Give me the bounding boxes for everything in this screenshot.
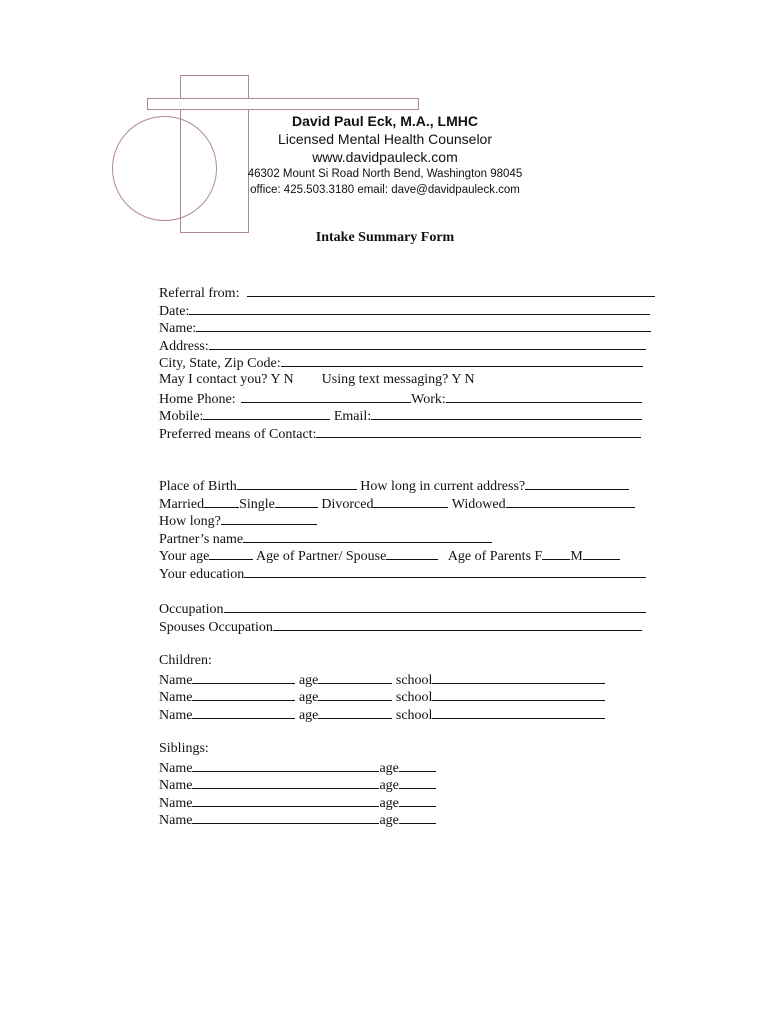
sibling-age-field[interactable]	[399, 775, 436, 789]
married-field[interactable]	[204, 494, 239, 508]
place-of-birth-field[interactable]	[237, 476, 357, 490]
logo-bar	[147, 98, 419, 110]
your-education-label: Your education	[159, 566, 245, 582]
child-age-field[interactable]	[318, 670, 392, 684]
child-row	[159, 687, 605, 705]
sibling-row	[159, 810, 436, 828]
age-partner-label: Age of Partner/ Spouse	[256, 549, 387, 565]
referral-label: Referral from:	[159, 286, 240, 301]
partner-row	[159, 529, 646, 547]
age-parents-label: Age of Parents F	[447, 549, 543, 565]
may-contact-label[interactable]: May I contact you? Y N	[159, 371, 294, 387]
widowed-label: Widowed	[451, 496, 506, 512]
how-long-address-field[interactable]	[525, 476, 629, 490]
form-title: Intake Summary Form	[315, 230, 455, 245]
spouses-occupation-row	[159, 617, 646, 635]
divorced-field[interactable]	[373, 494, 448, 508]
your-education-field[interactable]	[244, 564, 646, 578]
birth-row	[159, 476, 646, 494]
spouses-occupation-field[interactable]	[273, 617, 642, 631]
sibling-name-label: Name	[159, 760, 193, 776]
date-row	[159, 301, 655, 319]
occupation-field[interactable]	[224, 599, 646, 613]
ages-row	[159, 546, 646, 564]
sibling-row	[159, 793, 436, 811]
city-state-zip-field[interactable]	[281, 353, 643, 367]
single-label: Single	[239, 496, 275, 512]
child-school-label: school	[395, 690, 433, 706]
child-school-label: school	[395, 672, 433, 688]
counselor-title: Licensed Mental Health Counselor	[277, 131, 492, 147]
siblings-section	[159, 740, 436, 828]
name-label: Name:	[159, 321, 197, 337]
text-messaging-label[interactable]: Using text messaging? Y N	[321, 371, 475, 387]
occupation-label: Occupation	[159, 602, 224, 617]
child-age-label: age	[298, 707, 319, 723]
sibling-age-field[interactable]	[399, 758, 436, 772]
age-father-field[interactable]	[542, 546, 570, 560]
partners-name-label: Partner’s name	[159, 531, 244, 547]
children-section	[159, 652, 605, 722]
sibling-name-field[interactable]	[192, 810, 379, 824]
counselor-name: David Paul Eck, M.A., LMHC	[292, 113, 478, 129]
city-row	[159, 353, 655, 371]
child-age-label: age	[298, 690, 319, 706]
child-name-field[interactable]	[192, 687, 295, 701]
sibling-age-field[interactable]	[399, 810, 436, 824]
home-phone-label: Home Phone:	[159, 391, 236, 407]
child-age-field[interactable]	[318, 705, 392, 719]
sibling-row	[159, 775, 436, 793]
preferred-contact-label: Preferred means of Contact:	[159, 426, 317, 442]
sibling-name-field[interactable]	[192, 758, 379, 772]
marital-row	[159, 494, 646, 512]
partners-name-field[interactable]	[243, 529, 492, 543]
personal-section	[159, 476, 646, 582]
work-label: Work:	[411, 391, 446, 407]
your-age-label: Your age	[159, 549, 210, 565]
contact-permission-row	[159, 371, 655, 389]
how-long-address-label: How long in current address?	[360, 479, 526, 494]
married-label: Married	[159, 496, 205, 512]
widowed-field[interactable]	[506, 494, 635, 508]
date-label: Date:	[159, 303, 190, 319]
city-state-zip-label: City, State, Zip Code:	[159, 356, 281, 372]
email-field[interactable]	[371, 406, 642, 420]
how-long-row	[159, 511, 646, 529]
child-row	[159, 705, 605, 723]
address-row	[159, 336, 655, 354]
preferred-contact-row	[159, 424, 655, 442]
letterhead	[180, 112, 590, 198]
child-row	[159, 670, 605, 688]
occupation-row	[159, 599, 646, 617]
siblings-heading: Siblings:	[159, 741, 209, 756]
age-partner-field[interactable]	[386, 546, 438, 560]
education-row	[159, 564, 646, 582]
name-field[interactable]	[196, 318, 651, 332]
child-school-field[interactable]	[432, 687, 605, 701]
sibling-name-field[interactable]	[192, 775, 379, 789]
spouses-occupation-label: Spouses Occupation	[159, 619, 273, 635]
office-address: 46302 Mount Si Road North Bend, Washington 98045	[247, 168, 523, 180]
mobile-label: Mobile:	[159, 409, 204, 425]
how-long-field[interactable]	[221, 511, 317, 525]
single-field[interactable]	[275, 494, 318, 508]
address-field[interactable]	[209, 336, 646, 350]
child-name-field[interactable]	[192, 670, 295, 684]
referral-field[interactable]	[247, 283, 655, 297]
contact-section	[159, 283, 655, 441]
website: www.davidpauleck.com	[312, 149, 458, 165]
mobile-field[interactable]	[203, 406, 330, 420]
place-of-birth-label: Place of Birth	[159, 479, 237, 494]
age-mother-field[interactable]	[583, 546, 620, 560]
child-school-field[interactable]	[432, 705, 605, 719]
email-label: Email:	[333, 409, 372, 425]
preferred-contact-field[interactable]	[316, 424, 641, 438]
address-label: Address:	[159, 338, 209, 354]
contact-info: office: 425.503.3180 email: dave@davidpauleck.com	[250, 184, 520, 196]
mobile-row	[159, 406, 655, 424]
date-field[interactable]	[189, 301, 650, 315]
sibling-age-label: age	[379, 813, 399, 829]
sibling-name-field[interactable]	[192, 793, 379, 807]
child-school-field[interactable]	[432, 670, 605, 684]
divorced-label: Divorced	[321, 496, 374, 512]
child-age-field[interactable]	[318, 687, 392, 701]
how-long-label: How long?	[159, 514, 221, 530]
name-row	[159, 318, 655, 336]
work-field[interactable]	[446, 389, 642, 403]
referral-row	[159, 283, 655, 301]
sibling-row	[159, 758, 436, 776]
children-heading: Children:	[159, 653, 212, 668]
your-age-field[interactable]	[209, 546, 253, 560]
home-phone-field[interactable]	[241, 389, 411, 403]
child-name-label: Name	[159, 690, 193, 706]
mother-label: M	[570, 549, 583, 565]
sibling-age-label: age	[379, 760, 399, 776]
child-name-label: Name	[159, 672, 193, 688]
sibling-age-label: age	[379, 778, 399, 794]
child-age-label: age	[298, 672, 319, 688]
child-name-field[interactable]	[192, 705, 295, 719]
occupation-section	[159, 599, 646, 634]
sibling-name-label: Name	[159, 795, 193, 811]
sibling-name-label: Name	[159, 778, 193, 794]
sibling-age-field[interactable]	[399, 793, 436, 807]
sibling-name-label: Name	[159, 813, 193, 829]
sibling-age-label: age	[379, 795, 399, 811]
child-school-label: school	[395, 707, 433, 723]
phone-row	[159, 389, 655, 407]
child-name-label: Name	[159, 707, 193, 723]
